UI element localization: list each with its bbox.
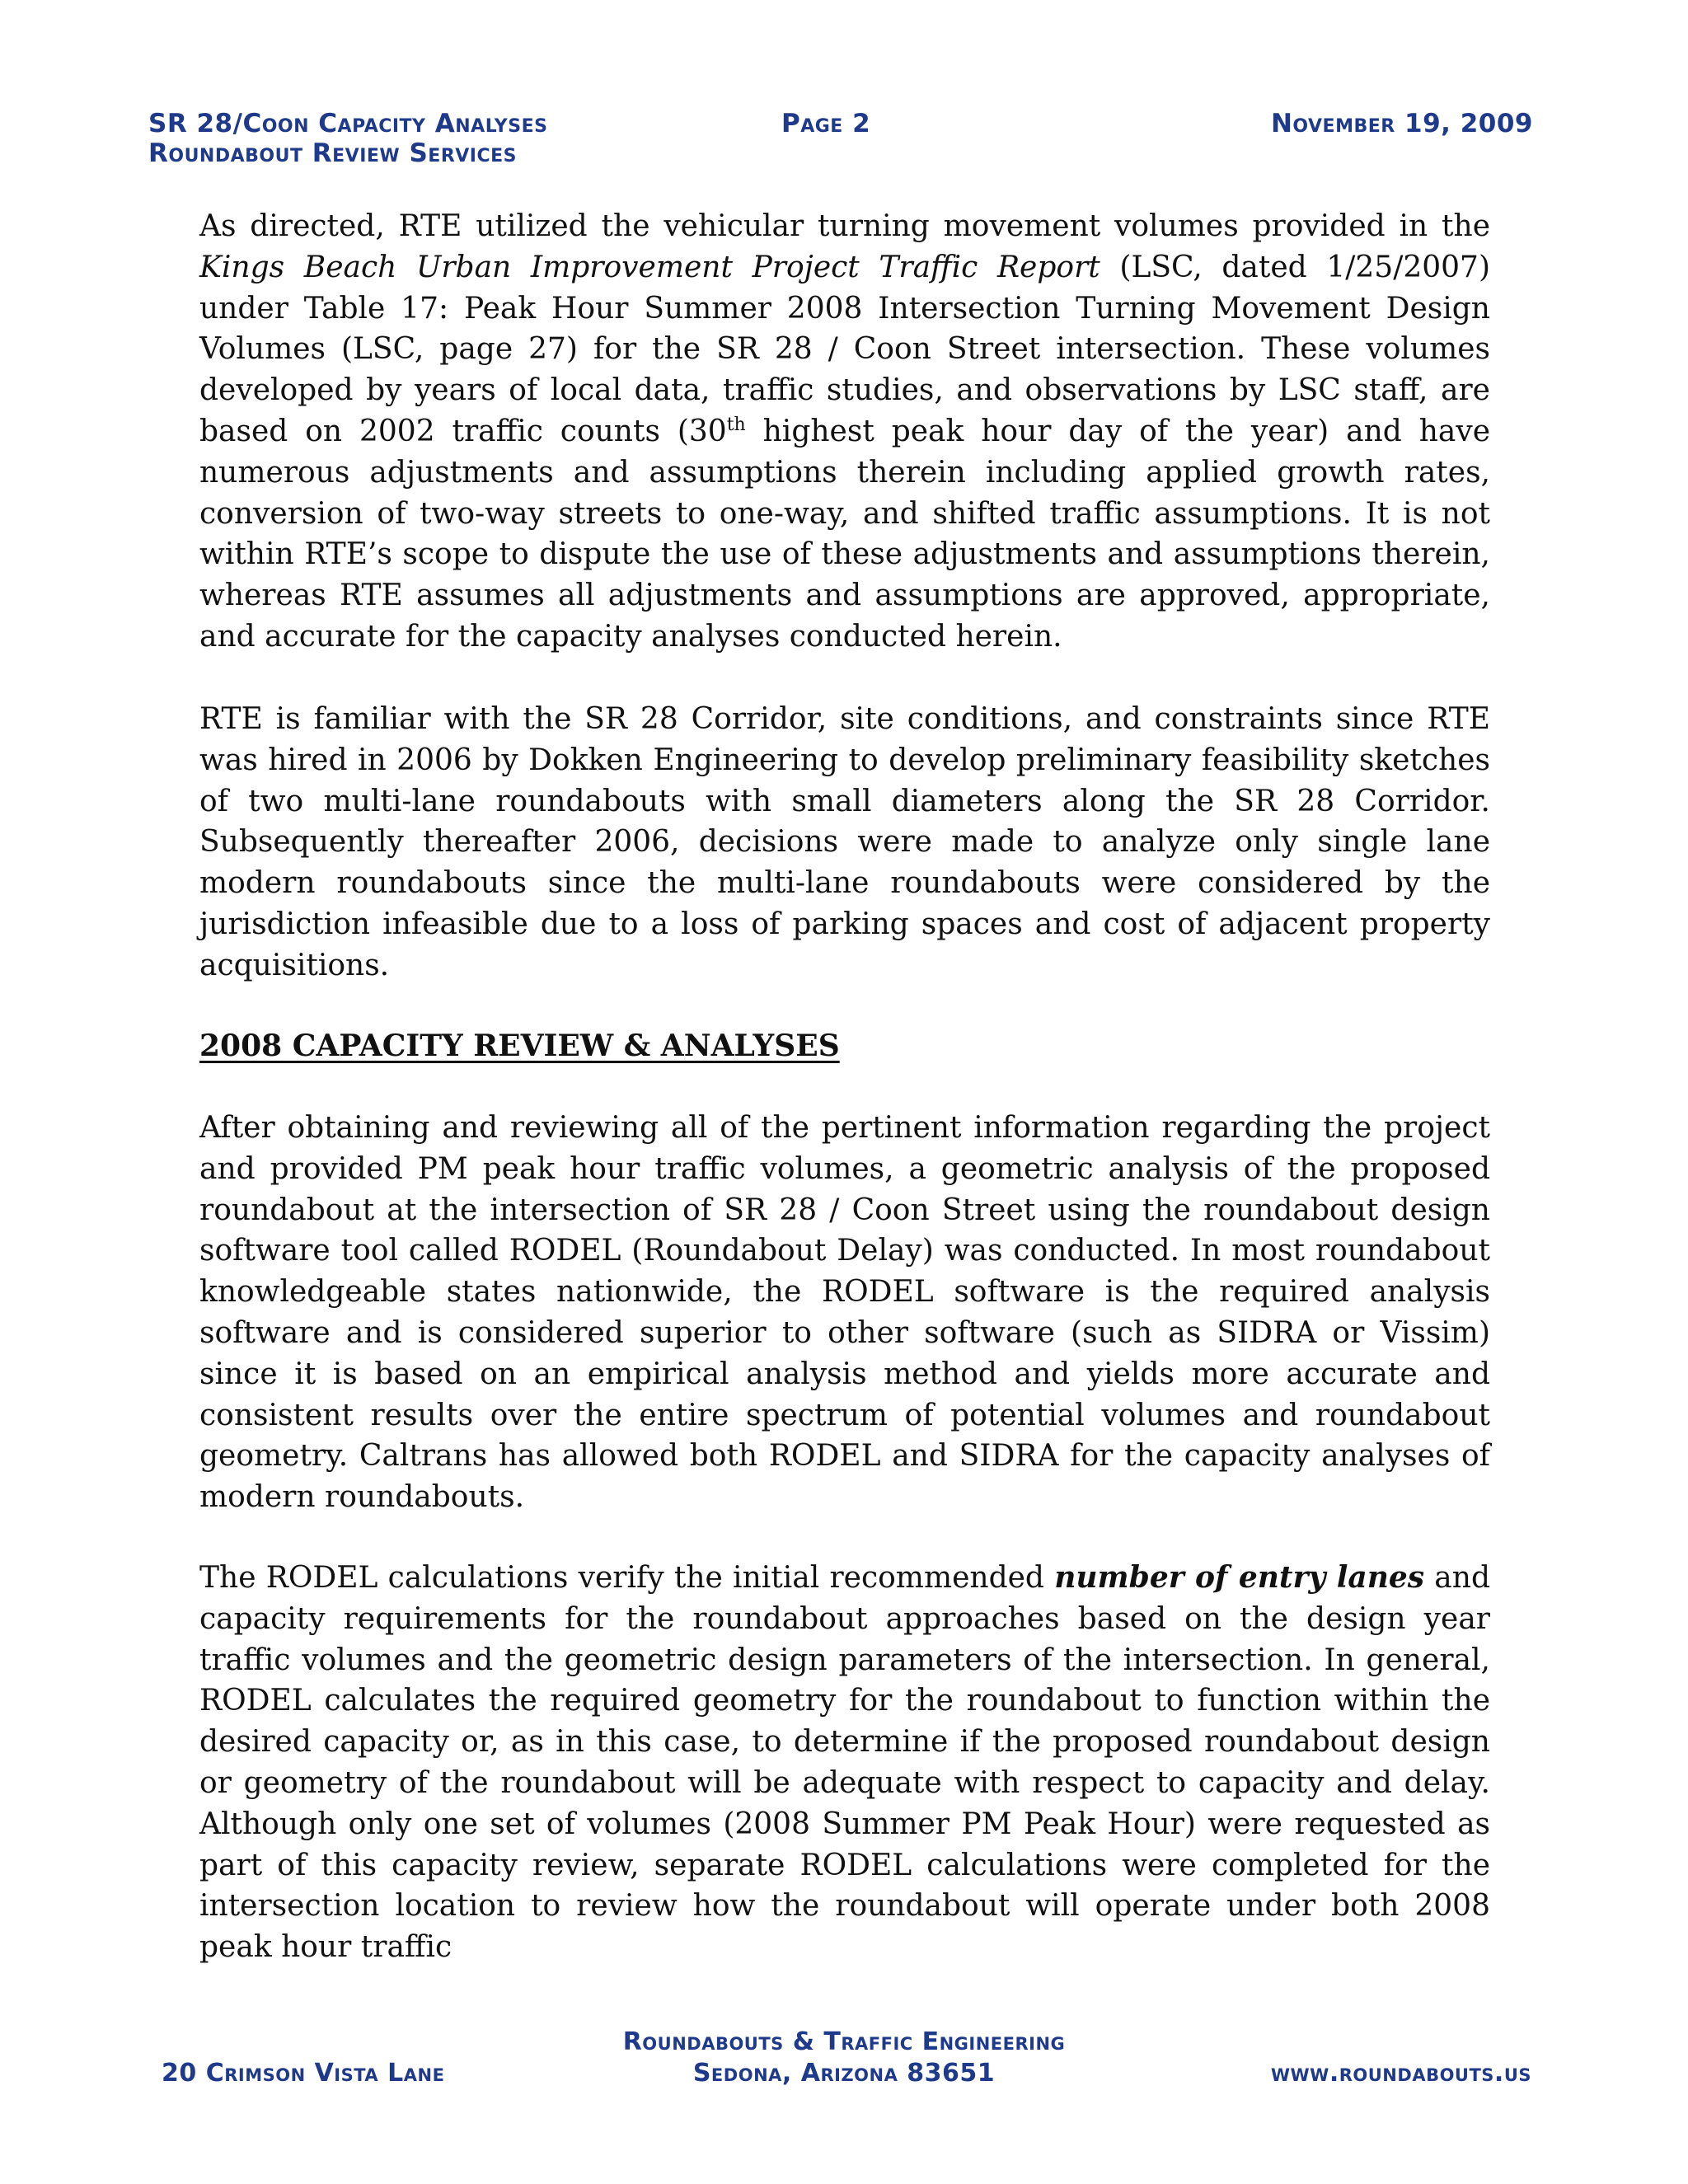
header-title: SR 28/Coon Capacity Analyses <box>148 109 548 138</box>
report-title: Kings Beach Urban Improvement Project Traffic Report <box>199 250 1100 284</box>
p3-text: After obtaining and reviewing all of the pertinent information regarding the project and provided PM peak hour traffic volumes, a geometric analysis of the proposed roundabout at the intersection of SR 28 / Coon Street using the roundabout design software tool called RODEL (Roundabout Delay) was conducted. In most roundabout knowledgeable states nationwide, the RODEL software is the required analysis software and is considered superior to other software (such as SIDRA or Vissim) since it is based on an empirical analysis method and yields more accurate and consistent results over the entire spectrum of potential volumes and roundabout geometry. Caltrans has allowed both RODEL and SIDRA for the capacity analyses of modern roundabouts. <box>199 1111 1490 1515</box>
p4-text-start: The RODEL calculations verify the initial recommended <box>199 1561 1055 1595</box>
paragraph-volumes-source <box>199 206 1490 658</box>
p1-text-start: As directed, RTE utilized the vehicular turning movement volumes provided in the <box>199 209 1490 243</box>
footer-company: Roundabouts & Traffic Engineering <box>622 2027 1066 2056</box>
section-heading: 2008 CAPACITY REVIEW & ANALYSES <box>199 1029 840 1063</box>
paragraph-rodel-calculations <box>199 1558 1490 1968</box>
header-page-number: Page 2 <box>781 109 871 138</box>
footer-city: Sedona, Arizona 83651 <box>692 2059 996 2088</box>
paragraph-rte-familiarity <box>199 699 1490 987</box>
p4-text-end: and capacity requirements for the roundabout approaches based on the design year traffic volumes and the geometric design parameters of the intersection. In general, RODEL calculates the required geometry for the roundabout to function within the desired capacity or, as in this case, to determine if the proposed roundabout design or geometry of the roundabout will be adequate with respect to capacity and delay. Although only one set of volumes (2008 Summer PM Peak Hour) were requested as part of this capacity review, separate RODEL calculations were completed for the intersection location to review how the roundabout will operate under both 2008 peak hour traffic <box>199 1561 1490 1965</box>
paragraph-rodel-analysis <box>199 1108 1490 1518</box>
p2-text: RTE is familiar with the SR 28 Corridor, site conditions, and constraints since RTE was hired in 2006 by Dokken Engineering to develop preliminary feasibility sketches of two multi-lane roundabouts with small diameters along the SR 28 Corridor. Subsequently thereafter 2006, decisions were made to analyze only single lane modern roundabouts since the multi-lane roundabouts were considered by the jurisdiction infeasible due to a loss of parking spaces and cost of adjacent property acquisitions. <box>199 702 1490 982</box>
footer-website: www.roundabouts.us <box>1270 2059 1531 2088</box>
ordinal-suffix: th <box>726 414 746 435</box>
emphasis-entry-lanes: number of entry lanes <box>1054 1560 1425 1595</box>
p1-text-middle: (LSC, dated 1/25/2007) under Table 17: Peak Hour Summer 2008 Intersection Turning Movement Design Volumes (LSC, page 27) for the SR 28 / Coon Street intersection. These volumes developed by years of local data, traffic studies, and observations by LSC staff, are based on 2002 traffic counts (30 <box>199 250 1490 448</box>
header-date: November 19, 2009 <box>1270 109 1533 138</box>
footer-address: 20 Crimson Vista Lane <box>162 2059 445 2088</box>
header-subtitle: Roundabout Review Services <box>148 138 517 168</box>
p1-text-end: highest peak hour day of the year) and have numerous adjustments and assumptions therein including applied growth rates, conversion of two-way streets to one-way, and shifted traffic assumptions. It is not within RTE’s scope to dispute the use of these adjustments and assumptions therein, whereas RTE assumes all adjustments and assumptions are approved, appropriate, and accurate for the capacity analyses conducted herein. <box>199 414 1490 654</box>
